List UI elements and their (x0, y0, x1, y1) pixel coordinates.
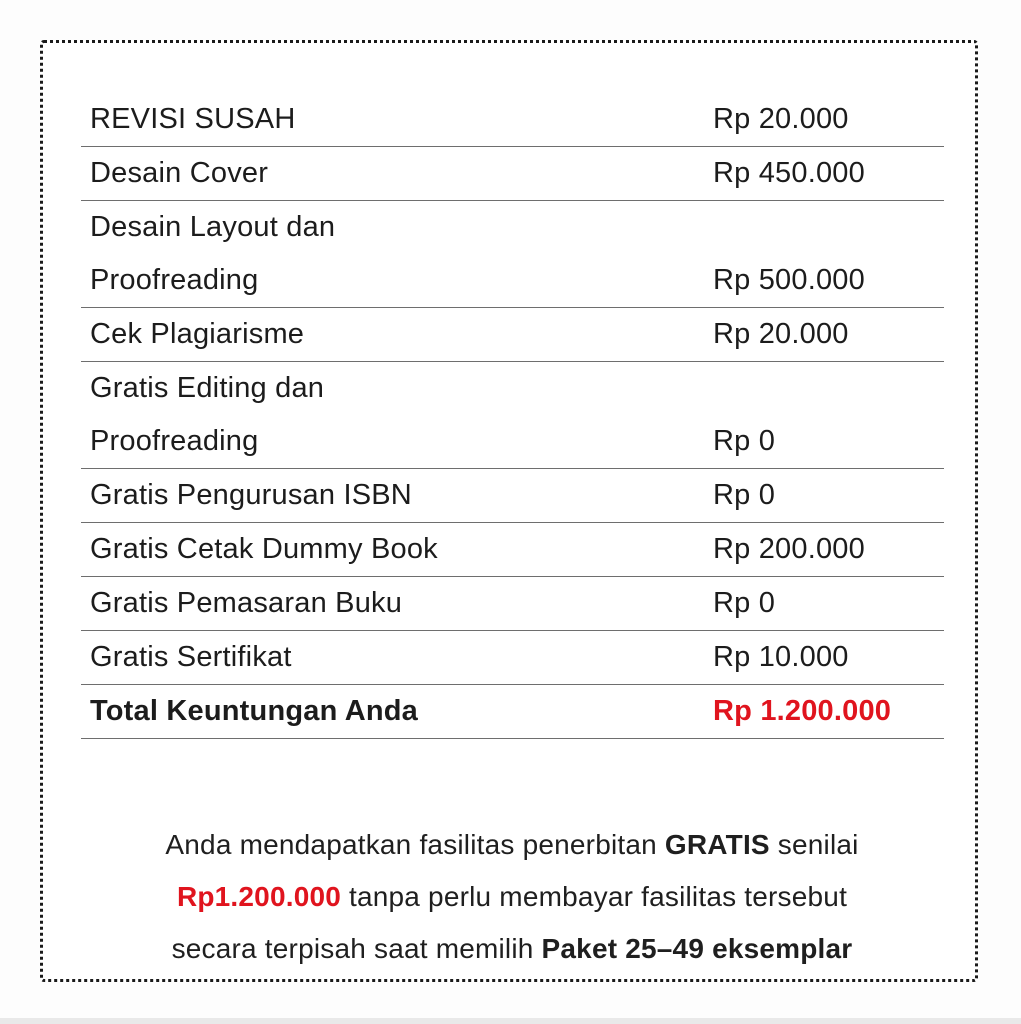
item-value: Rp 0 (713, 425, 776, 457)
bottom-strip (0, 1018, 1021, 1024)
item-label-line: Gratis Editing dan (90, 372, 325, 404)
note-bold-package: Paket 25–49 eksemplar (541, 933, 853, 964)
offer-note (73, 819, 951, 975)
pricing-card (40, 40, 978, 982)
item-value: Rp 20.000 (713, 318, 849, 350)
item-label (81, 201, 713, 307)
note-text: tanpa perlu membayar fasilitas tersebut (341, 881, 848, 912)
item-label (81, 362, 713, 468)
table-row (81, 93, 944, 147)
total-row (81, 685, 944, 739)
table-row (81, 469, 944, 523)
note-bold-free: GRATIS (664, 829, 770, 860)
table-row (81, 201, 944, 308)
item-label: Desain Cover (90, 157, 269, 189)
note-text: secara terpisah saat memilih (171, 933, 542, 964)
item-label: Gratis Cetak Dummy Book (90, 533, 438, 565)
total-label: Total Keuntungan Anda (90, 695, 419, 727)
note-text: Anda mendapatkan fasilitas penerbitan (165, 829, 665, 860)
item-label: Gratis Pengurusan ISBN (90, 479, 412, 511)
item-value: Rp 450.000 (713, 157, 865, 189)
item-value: Rp 10.000 (713, 641, 849, 673)
item-value: Rp 200.000 (713, 533, 865, 565)
benefits-table (81, 93, 944, 739)
table-row (81, 362, 944, 469)
item-value: Rp 500.000 (713, 264, 865, 296)
item-value: Rp 0 (713, 587, 776, 619)
table-row (81, 523, 944, 577)
item-value: Rp 20.000 (713, 103, 849, 135)
item-label: Gratis Pemasaran Buku (90, 587, 403, 619)
table-row (81, 308, 944, 362)
item-label-line: Desain Layout dan (90, 211, 336, 243)
item-label: Cek Plagiarisme (90, 318, 305, 350)
note-amount: Rp1.200.000 (176, 881, 342, 912)
item-label: Gratis Sertifikat (90, 641, 292, 673)
table-row (81, 631, 944, 685)
item-value: Rp 0 (713, 479, 776, 511)
item-label-line: Proofreading (90, 425, 259, 457)
table-row (81, 577, 944, 631)
note-text: senilai (769, 829, 859, 860)
total-value: Rp 1.200.000 (713, 695, 892, 727)
table-row (81, 147, 944, 201)
item-label: REVISI SUSAH (90, 103, 296, 135)
item-label-line: Proofreading (90, 264, 259, 296)
